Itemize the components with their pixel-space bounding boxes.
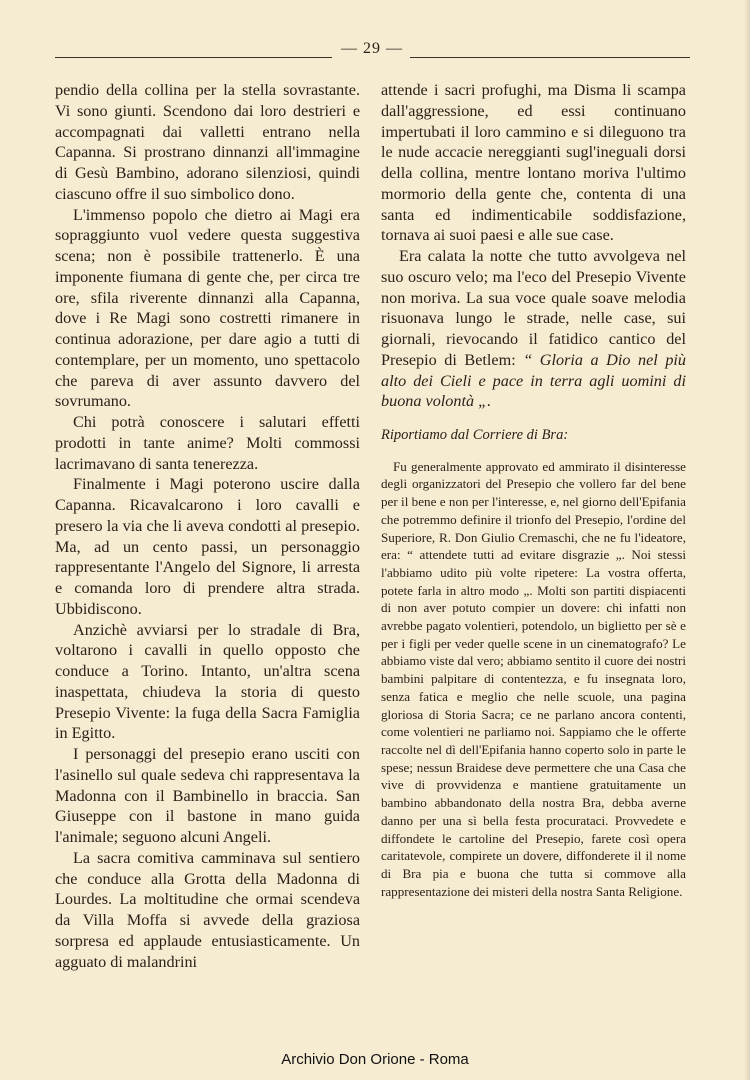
archive-watermark: Archivio Don Orione - Roma [281,1051,469,1068]
quoted-article [381,458,686,901]
paragraph: Finalmente i Magi poterono uscire dalla Capanna. Ricavalcarono i loro cavalli e presero la via che li aveva condotti al presepio. Ma, ad un cento passi, un personaggio rappresentante l'Angelo del Signore, li arresta e comanda loro di prendere altra strada. Ubbidiscono. [55,475,360,618]
paragraph [381,246,686,412]
paragraph: pendio della collina per la stella sovrastante. Vi sono giunti. Scendono dai loro destrieri e accompagnati dai valletti entrano nella Capanna. Si prostrano dinnanzi all'immagine di Gesù Bambino, adorano silenziosi, quindi ciascuno offre il suo simbolico dono. [55,81,360,203]
paragraph: L'immenso popolo che dietro ai Magi era sopraggiunto vuol vedere questa suggestiva scena; non è possibile trattenerlo. È una imponente fiumana di gente che, per circa tre ore, sfila riverente dinnanzi alla Capanna, dove i Re Magi sono costretti rimanere in continua adorazione, per dare agio a tutti di contemplare, per un momento, uno spettacolo che pareva di aver assunto davvero del sovrumano. [55,205,360,411]
right-column [381,80,686,900]
paragraph: Chi potrà conoscere i salutari effetti prodotti in tante anime? Molti commossi lacrimavano di santa tenerezza. [55,413,360,473]
page-edge-shadow [744,0,750,1080]
page-number: — 29 — [341,40,403,57]
gloria-quote: “ Gloria a Dio nel più alto dei Cieli e pace in terra agli uomini di buona volontà „. [381,350,687,411]
paragraph-text: Era calata la notte che tutto avvolgeva nel suo oscuro velo; ma l'eco del Presepio Vivente non moriva. La sua voce quale soave melodia risuonava lungo le strade, nelle case, sui giornali, rievocando il fatidico cantico del Presepio di Betlem: [381,247,686,369]
paragraph: attende i sacri profughi, ma Disma li scampa dall'aggressione, ed essi continuano impertubati il loro cammino e si dileguono tra le nude accacie nereggianti sugl'ineguali dorsi della collina, mentre lontano moriva l'ultimo mormorio della gente che, contenta di una santa ed indimenticabile soddisfazione, tornava ai suoi paesi e alle sue case. [381,81,686,245]
quoted-article-text: Fu generalmente approvato ed ammirato il disinteresse degli organizzatori del Presepio che vollero far del bene per il bene e non per l'interesse, e, nel giorno dell'Epifania che potremmo definire il trionfo del Presepio, l'ordine del Superiore, R. Don Giulio Cremaschi, che ne fu l'ideatore, era: “ attendete tutti ad evitare disgrazie „. Noi stessi l'abbiamo udito più volte ripetere: La vostra offerta, potete farla in altro modo „. Molti son partiti dispiacenti di non aver potuto compier un dovere: chi infatti non avrebbe pagato volentieri, potendolo, un biglietto per sè e per i figli per veder quelle scene in un cinematografo? Le abbiamo viste dal vero; abbiamo sentito il cuore dei nostri bambini palpitare di contentezza, e fu insegnata loro, senza fatica e meglio che nelle scuole, una pagina gloriosa di Storia Sacra; ce ne parlano ancora contenti, come volentieri ne parliamo noi. Sappiamo che le offerte raccolte nel dì dell'Epifania hanno coperto solo in parte le spese; nessun Braidese deve permettere che una Casa che vive di provvidenza e mantiene gratuitamente un bambino abbandonato della nostra Bra, debba averne danno per una sì bella festa procurataci. Provvedete e diffondete le cartoline del Presepio, farete così opera caritatevole, compirete un dovere, diffonderete il il nome di Bra pia e buona che tutta si commove alla rappresentazione dei misteri della nostra Santa Religione. [381,458,686,899]
header-rule-right [410,57,690,58]
paragraph: Anzichè avviarsi per lo stradale di Bra, voltarono i cavalli in quello opposto che conduce a Torino. Intanto, un'altra scena inaspettata, chiudeva la storia di questo Presepio Vivente: la fuga della Sacra Famiglia in Egitto. [55,620,360,743]
paragraph: I personaggi del presepio erano usciti con l'asinello sul quale sedeva chi rappresentava la Madonna con il Bambinello in braccia. San Giuseppe con il bastone in mano guida l'animale; seguono alcuni Angeli. [55,745,360,846]
left-column [55,80,360,972]
paragraph: La sacra comitiva camminava sul sentiero che conduce alla Grotta della Madonna di Lourdes. La moltitudine che ormai scendeva da Villa Moffa si avvede della graziosa sorpresa ed applaude entusiasticamente. Un agguato di malandrini [55,848,360,971]
header-rule-left [55,57,332,58]
article-intro: Riportiamo dal Corriere di Bra: [381,427,569,443]
